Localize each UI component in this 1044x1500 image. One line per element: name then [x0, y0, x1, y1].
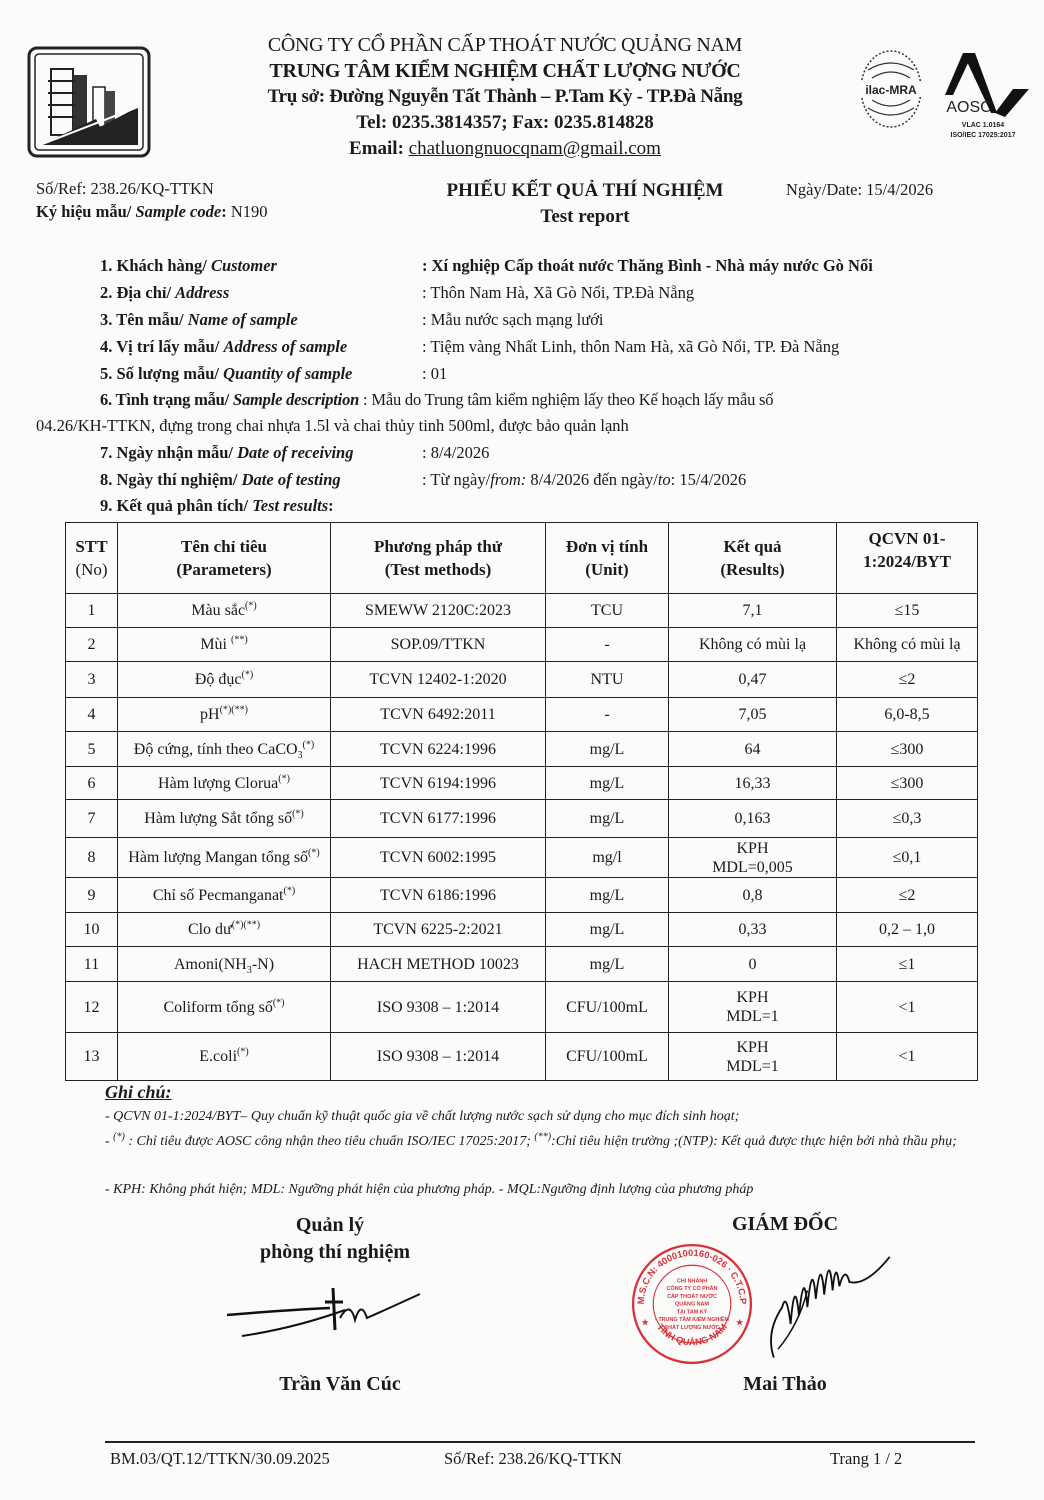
email-link[interactable]: chatluongnuocqnam@gmail.com — [408, 138, 661, 159]
results-heading: 9. Kết quả phân tích/ Test results: — [100, 496, 334, 515]
email-label: Email: — [349, 138, 404, 159]
testing-date-value: : Từ ngày/from: 8/4/2026 đến ngày/to: 15/4/2026 — [422, 470, 747, 489]
table-header-row — [66, 523, 978, 594]
info-sample-name — [0, 310, 1044, 334]
svg-text:- TRUNG TÂM KIỂM NGHIỆM: - TRUNG TÂM KIỂM NGHIỆM — [655, 1317, 729, 1324]
cell-result: 0,8 — [669, 878, 837, 913]
col-header-result: Kết quả (Results) — [669, 523, 837, 594]
svg-text:ilac-MRA: ilac-MRA — [865, 83, 917, 97]
cell-method: ISO 9308 – 1:2014 — [331, 1033, 546, 1081]
cell-result: KPH MDL=1 — [669, 1033, 837, 1081]
info-label: 4. Vị trí lấy mẫu/ — [100, 337, 220, 356]
info-address — [0, 283, 1044, 307]
lab-manager-name: Trần Văn Cúc — [279, 1373, 401, 1395]
footer-divider — [105, 1441, 975, 1443]
cell-no: 11 — [66, 947, 118, 982]
cell-standard: ≤2 — [837, 662, 978, 698]
cell-no: 7 — [66, 800, 118, 838]
cell-no: 8 — [66, 838, 118, 878]
info-label: 6. Tình trạng mẫu/ — [100, 390, 230, 409]
cell-unit: TCU — [546, 594, 669, 628]
cell-standard: ≤0,1 — [837, 838, 978, 878]
info-label: 9. Kết quả phân tích/ — [100, 496, 249, 515]
cell-standard: <1 — [837, 1033, 978, 1081]
center-name: TRUNG TÂM KIỂM NGHIỆM CHẤT LƯỢNG NƯỚC — [269, 60, 741, 82]
note-line-3: - KPH: Không phát hiện; MDL: Ngưỡng phát hiện của phương pháp. - MQL:Ngưỡng định lượng của phương pháp — [105, 1182, 754, 1197]
table-row — [66, 662, 978, 698]
ilac-mra-logo — [858, 48, 924, 130]
cell-parameter: $Amoni(NH_3-N)$ — [118, 947, 331, 982]
note-line-2: - (*) : Chỉ tiêu được AOSC công nhận theo tiêu chuẩn ISO/IEC 17025:2017; (**):Chỉ tiêu hiện trường ;(NTP): Kết quả được thực hiện bởi nhà thầu phụ; — [105, 1131, 957, 1149]
cell-unit: - — [546, 628, 669, 662]
address-value: : Thôn Nam Hà, Xã Gò Nổi, TP.Đà Nẵng — [422, 283, 695, 302]
svg-text:CHI NHÁNH: CHI NHÁNH — [676, 1278, 708, 1285]
receiving-date-value: : 8/4/2026 — [422, 443, 490, 462]
table-row — [66, 878, 978, 913]
company-stamp — [630, 1242, 754, 1366]
cell-parameter: Độ đục(*) — [118, 662, 331, 698]
cell-result: 0,33 — [669, 913, 837, 947]
cell-standard: 0,2 – 1,0 — [837, 913, 978, 947]
cell-parameter: E.coli(*) — [118, 1033, 331, 1081]
cell-method: HACH METHOD 10023 — [331, 947, 546, 982]
description-value-line2: 04.26/KH-TTKN, đựng trong chai nhựa 1.5l và chai thủy tinh 500ml, được bảo quản lạnh — [36, 416, 629, 435]
info-label: 5. Số lượng mẫu/ — [100, 364, 219, 383]
sample-location-value: : Tiệm vàng Nhất Linh, thôn Nam Hà, xã Gò Nổi, TP. Đà Nẵng — [422, 337, 840, 356]
cell-no: 10 — [66, 913, 118, 947]
cell-standard: Không có mùi lạ — [837, 628, 978, 662]
cell-no: 1 — [66, 594, 118, 628]
director-title: GIÁM ĐỐC — [731, 1213, 839, 1235]
info-testing-date — [0, 470, 1044, 494]
cell-unit: mg/l — [546, 838, 669, 878]
info-customer — [0, 256, 1044, 280]
svg-text:CẤP THOÁT NƯỚC: CẤP THOÁT NƯỚC — [667, 1293, 717, 1300]
cell-parameter: Chỉ số Pecmanganat(*) — [118, 878, 331, 913]
cell-method: SOP.09/TTKN — [331, 628, 546, 662]
lab-manager-signature — [225, 1284, 425, 1346]
table-row — [66, 947, 978, 982]
cell-parameter: Hàm lượng Sắt tổng số(*) — [118, 800, 331, 838]
phone-fax: Tel: 0235.3814357; Fax: 0235.814828 — [356, 112, 654, 133]
head-office-address: Trụ sở: Đường Nguyễn Tất Thành – P.Tam Kỳ - TP.Đà Nẵng — [267, 86, 743, 107]
cell-result: 0,163 — [669, 800, 837, 838]
col-header-standard: QCVN 01- 1:2024/BYT — [837, 523, 978, 594]
info-label-en: Sample description — [232, 390, 360, 409]
cell-method: TCVN 12402-1:2020 — [331, 662, 546, 698]
notes-title: Ghi chú: — [105, 1082, 172, 1102]
info-label: 7. Ngày nhận mẫu/ — [100, 443, 233, 462]
cell-no: 5 — [66, 732, 118, 767]
cell-parameter: Coliform tổng số(*) — [118, 982, 331, 1033]
table-row — [66, 732, 978, 767]
cell-method: TCVN 6224:1996 — [331, 732, 546, 767]
svg-text:AOSC: AOSC — [946, 99, 992, 116]
cell-parameter: Hàm lượng Clorua(*) — [118, 767, 331, 800]
cell-method: TCVN 6002:1995 — [331, 838, 546, 878]
table-row — [66, 767, 978, 800]
aosc-logo — [935, 45, 1031, 145]
cell-no: 3 — [66, 662, 118, 698]
table-row — [66, 594, 978, 628]
director-name: Mai Thảo — [743, 1373, 827, 1395]
cell-standard: ≤300 — [837, 732, 978, 767]
svg-text:M.S.C.N: 4000100160-026 · C.T.: M.S.C.N: 4000100160-026 · C.T.C.P — [635, 1247, 749, 1305]
info-label-en: Name of sample — [187, 310, 298, 329]
cell-standard: ≤15 — [837, 594, 978, 628]
svg-text:VLAC 1.0164: VLAC 1.0164 — [961, 122, 1005, 129]
cell-parameter: Clo dư(*)(**) — [118, 913, 331, 947]
cell-unit: NTU — [546, 662, 669, 698]
quantity-value: : 01 — [422, 364, 448, 383]
reference-number: Số/Ref: 238.26/KQ-TTKN — [36, 179, 214, 198]
cell-parameter: Độ cứng, tính theo CaCO$_3$(*) — [118, 732, 331, 767]
cell-parameter: pH(*)(**) — [118, 698, 331, 732]
cell-method: TCVN 6492:2011 — [331, 698, 546, 732]
cell-no: 4 — [66, 698, 118, 732]
description-value-line1: : Mẫu do Trung tâm kiểm nghiệm lấy theo Kế hoạch lấy mẫu số — [363, 390, 774, 409]
cell-unit: CFU/100mL — [546, 982, 669, 1033]
cell-unit: mg/L — [546, 767, 669, 800]
cell-no: 12 — [66, 982, 118, 1033]
cell-standard: ≤300 — [837, 767, 978, 800]
sample-name-value: : Mẫu nước sạch mạng lưới — [422, 310, 604, 329]
table-row — [66, 800, 978, 838]
info-description — [100, 390, 1000, 410]
svg-text:★: ★ — [735, 1318, 744, 1329]
cell-standard: ≤0,3 — [837, 800, 978, 838]
info-label-en: Test results — [252, 496, 329, 515]
svg-text:TẠI TAM KỲ: TẠI TAM KỲ — [676, 1309, 708, 1316]
cell-method: TCVN 6194:1996 — [331, 767, 546, 800]
col-header-no: STT (No) — [66, 523, 118, 594]
cell-parameter: Hàm lượng Mangan tổng số(*) — [118, 838, 331, 878]
cell-result: Không có mùi lạ — [669, 628, 837, 662]
col-header-method: Phương pháp thử (Test methods) — [331, 523, 546, 594]
cell-result: 0,47 — [669, 662, 837, 698]
cell-unit: mg/L — [546, 800, 669, 838]
table-row — [66, 982, 978, 1033]
info-label-en: Address — [175, 283, 230, 302]
cell-unit: mg/L — [546, 878, 669, 913]
info-receiving-date — [0, 443, 1044, 467]
sample-code-label-en: Sample code — [135, 202, 222, 221]
email-line — [160, 138, 850, 160]
cell-method: TCVN 6186:1996 — [331, 878, 546, 913]
col-header-parameter: Tên chỉ tiêu (Parameters) — [118, 523, 331, 594]
cell-standard: ≤1 — [837, 947, 978, 982]
svg-text:CHẤT LƯỢNG NƯỚC: CHẤT LƯỢNG NƯỚC — [664, 1324, 720, 1331]
info-label-en: Customer — [210, 256, 277, 275]
info-label: 8. Ngày thí nghiệm/ — [100, 470, 238, 489]
cell-unit: CFU/100mL — [546, 1033, 669, 1081]
svg-text:QUẢNG NAM: QUẢNG NAM — [675, 1301, 709, 1308]
cell-standard: <1 — [837, 982, 978, 1033]
svg-text:CÔNG TY CỔ PHẦN: CÔNG TY CỔ PHẦN — [666, 1286, 718, 1293]
company-logo — [26, 45, 152, 159]
customer-value: : Xí nghiệp Cấp thoát nước Thăng Bình - Nhà máy nước Gò Nổi — [422, 256, 873, 275]
info-sample-location — [0, 337, 1044, 361]
company-name: CÔNG TY CỔ PHẦN CẤP THOÁT NƯỚC QUẢNG NAM — [267, 34, 743, 56]
cell-result: 16,33 — [669, 767, 837, 800]
table-row — [66, 913, 978, 947]
sample-code: Ký hiệu mẫu/ Sample code: N190 — [36, 202, 268, 221]
cell-result: 0 — [669, 947, 837, 982]
cell-no: 9 — [66, 878, 118, 913]
cell-method: TCVN 6177:1996 — [331, 800, 546, 838]
sample-code-label: Ký hiệu mẫu/ — [36, 202, 132, 221]
cell-result: 7,05 — [669, 698, 837, 732]
cell-unit: mg/L — [546, 732, 669, 767]
cell-unit: mg/L — [546, 913, 669, 947]
lab-manager-title-2: phòng thí nghiệm — [259, 1241, 411, 1263]
cell-method: TCVN 6225-2:2021 — [331, 913, 546, 947]
cell-parameter: Màu sắc(*) — [118, 594, 331, 628]
cell-no: 6 — [66, 767, 118, 800]
sample-code-value: N190 — [230, 202, 268, 221]
cell-no: 2 — [66, 628, 118, 662]
info-label-en: Date of receiving — [237, 443, 354, 462]
info-label: 3. Tên mẫu/ — [100, 310, 184, 329]
col-header-unit: Đơn vị tính (Unit) — [546, 523, 669, 594]
cell-standard: ≤2 — [837, 878, 978, 913]
director-signature — [745, 1240, 895, 1366]
info-label: 2. Địa chỉ/ — [100, 283, 172, 302]
svg-text:ISO/IEC 17025:2017: ISO/IEC 17025:2017 — [950, 132, 1016, 139]
report-title-en: Test report — [540, 206, 630, 227]
cell-result: KPH MDL=1 — [669, 982, 837, 1033]
form-code: BM.03/QT.12/TTKN/30.09.2025 — [110, 1449, 330, 1468]
info-quantity — [0, 364, 1044, 388]
cell-unit: - — [546, 698, 669, 732]
page-number: Trang 1 / 2 — [830, 1449, 903, 1468]
table-row — [66, 628, 978, 662]
cell-parameter: Mùi (**) — [118, 628, 331, 662]
info-label: 1. Khách hàng/ — [100, 256, 207, 275]
info-label-en: Date of testing — [241, 470, 341, 489]
report-date: Ngày/Date: 15/4/2026 — [786, 180, 934, 199]
note-line-1: - QCVN 01-1:2024/BYT– Quy chuẩn kỹ thuật quốc gia về chất lượng nước sạch sử dụng cho mục đích sinh hoạt; — [105, 1109, 740, 1124]
table-row — [66, 1033, 978, 1081]
results-table — [65, 522, 978, 1081]
report-title: PHIẾU KẾT QUẢ THÍ NGHIỆM — [446, 180, 724, 201]
cell-unit: mg/L — [546, 947, 669, 982]
svg-text:★: ★ — [640, 1318, 650, 1329]
cell-method: SMEWW 2120C:2023 — [331, 594, 546, 628]
cell-standard: 6,0-8,5 — [837, 698, 978, 732]
cell-method: ISO 9308 – 1:2014 — [331, 982, 546, 1033]
cell-result: KPH MDL=0,005 — [669, 838, 837, 878]
svg-text:TỈNH QUẢNG NAM: TỈNH QUẢNG NAM — [655, 1321, 730, 1348]
lab-manager-title-1: Quản lý — [295, 1214, 365, 1236]
info-label-en: Quantity of sample — [223, 364, 353, 383]
footer-reference: Số/Ref: 238.26/KQ-TTKN — [444, 1449, 622, 1468]
table-row — [66, 838, 978, 878]
table-row — [66, 698, 978, 732]
cell-result: 64 — [669, 732, 837, 767]
cell-result: 7,1 — [669, 594, 837, 628]
info-label-en: Address of sample — [223, 337, 348, 356]
cell-no: 13 — [66, 1033, 118, 1081]
